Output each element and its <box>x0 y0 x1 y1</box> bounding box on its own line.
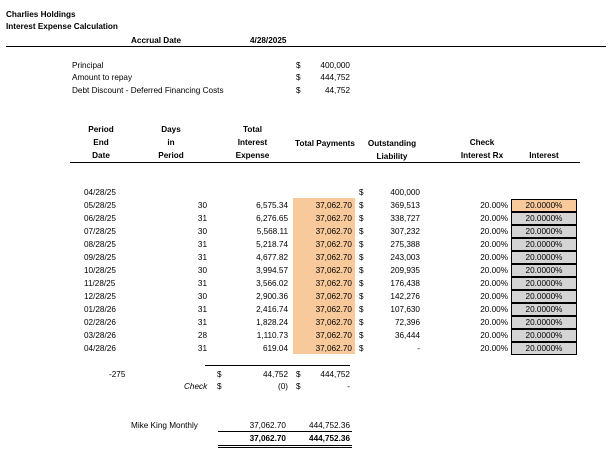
row-check[interactable]: 20.00% <box>480 214 508 223</box>
row-check[interactable]: 20.00% <box>480 201 508 210</box>
row-check[interactable]: 20.00% <box>480 292 508 301</box>
row-currency: $ <box>359 201 364 210</box>
row-days[interactable]: 31 <box>197 318 207 327</box>
row-currency: $ <box>359 266 364 275</box>
row-currency: $ <box>359 279 364 288</box>
header-expense[interactable]: Expense <box>235 151 270 160</box>
payment-total-currency: $ <box>296 370 301 379</box>
row-date[interactable]: 03/28/26 <box>84 331 116 340</box>
opening-liability[interactable]: 400,000 <box>390 188 420 197</box>
row-interest-rate[interactable]: 20.0000% <box>511 303 577 316</box>
row-currency: $ <box>359 292 364 301</box>
check-currency-2: $ <box>296 382 301 391</box>
monthly-rule-top <box>218 431 352 432</box>
accrual-date-label[interactable]: Accrual Date <box>131 36 182 45</box>
row-check[interactable]: 20.00% <box>480 318 508 327</box>
row-liability[interactable]: 209,935 <box>390 266 420 275</box>
accrual-date-value[interactable]: 4/28/2025 <box>250 36 287 45</box>
monthly-value-2[interactable]: 444,752.36 <box>309 421 350 430</box>
row-liability[interactable]: 338,727 <box>390 214 420 223</box>
row-days[interactable]: 31 <box>197 253 207 262</box>
row-check[interactable]: 20.00% <box>480 279 508 288</box>
row-date[interactable]: 11/28/25 <box>84 279 116 288</box>
row-days[interactable]: 31 <box>197 240 207 249</box>
header-end[interactable]: End <box>93 138 109 147</box>
row-liability[interactable]: 275,388 <box>390 240 420 249</box>
row-interest-rate[interactable]: 20.0000% <box>511 316 577 329</box>
row-currency: $ <box>359 305 364 314</box>
monthly-rule-bottom-1 <box>218 445 352 446</box>
principal-currency: $ <box>296 61 301 70</box>
row-payment[interactable]: 37,062.70 <box>315 344 352 353</box>
row-check[interactable]: 20.00% <box>480 331 508 340</box>
row-check[interactable]: 20.00% <box>480 253 508 262</box>
row-payment[interactable]: 37,062.70 <box>315 201 352 210</box>
header-in[interactable]: in <box>167 138 175 147</box>
row-currency: $ <box>359 214 364 223</box>
row-interest-rate[interactable]: 20.0000% <box>511 251 577 264</box>
row-days[interactable]: 30 <box>197 266 207 275</box>
row-interest-rate[interactable]: 20.0000% <box>511 225 577 238</box>
header-days[interactable]: Days <box>161 125 181 134</box>
row-date[interactable]: 12/28/25 <box>84 292 116 301</box>
row-days[interactable]: 31 <box>197 305 207 314</box>
row-liability[interactable]: 142,276 <box>390 292 420 301</box>
header-interest[interactable]: Interest <box>237 138 268 147</box>
days-total[interactable]: -275 <box>109 370 126 379</box>
interest-total[interactable]: 44,752 <box>262 370 288 379</box>
row-date[interactable]: 09/28/25 <box>84 253 116 262</box>
header-divider <box>6 46 606 47</box>
header-interest-rate[interactable]: Interest <box>529 151 559 160</box>
row-check[interactable]: 20.00% <box>480 227 508 236</box>
row-date[interactable]: 08/28/25 <box>84 240 116 249</box>
row-interest[interactable]: 6,575.34 <box>256 201 288 210</box>
row-interest-rate[interactable]: 20.0000% <box>511 199 577 212</box>
row-currency: $ <box>359 344 364 353</box>
row-payment[interactable]: 37,062.70 <box>315 331 352 340</box>
row-days[interactable]: 28 <box>197 331 207 340</box>
row-check[interactable]: 20.00% <box>480 305 508 314</box>
row-liability[interactable]: 107,630 <box>390 305 420 314</box>
totals-rule <box>205 365 350 366</box>
row-payment[interactable]: 37,062.70 <box>315 253 352 262</box>
row-liability[interactable]: 72,396 <box>394 318 420 327</box>
row-days[interactable]: 30 <box>197 201 207 210</box>
row-interest[interactable]: 4,677.82 <box>256 253 288 262</box>
row-interest[interactable]: 5,568.11 <box>256 227 288 236</box>
row-date[interactable]: 10/28/25 <box>84 266 116 275</box>
opening-currency: $ <box>359 188 364 197</box>
row-payment[interactable]: 37,062.70 <box>315 305 352 314</box>
row-liability[interactable]: 307,232 <box>390 227 420 236</box>
row-currency: $ <box>359 240 364 249</box>
row-liability[interactable]: 369,513 <box>390 201 420 210</box>
row-check[interactable]: 20.00% <box>480 240 508 249</box>
row-interest-rate[interactable]: 20.0000% <box>511 290 577 303</box>
row-date[interactable]: 07/28/25 <box>84 227 116 236</box>
row-currency: $ <box>359 253 364 262</box>
row-interest[interactable]: 6,276.65 <box>256 214 288 223</box>
row-days[interactable]: 31 <box>197 279 207 288</box>
debt-discount-label[interactable]: Debt Discount - Deferred Financing Costs <box>72 86 224 95</box>
row-liability[interactable]: 243,003 <box>390 253 420 262</box>
header-date[interactable]: Date <box>92 151 110 160</box>
row-interest-rate[interactable]: 20.0000% <box>511 342 577 355</box>
row-currency: $ <box>359 318 364 327</box>
row-liability[interactable]: - <box>417 344 420 353</box>
monthly-label[interactable]: Mike King Monthly <box>131 421 198 430</box>
header-total[interactable]: Total <box>243 125 262 134</box>
row-interest[interactable]: 3,566.02 <box>256 279 288 288</box>
row-interest[interactable]: 2,416.74 <box>256 305 288 314</box>
row-currency: $ <box>359 227 364 236</box>
principal-value[interactable]: 400,000 <box>320 61 350 70</box>
check-label[interactable]: Check <box>184 382 208 391</box>
header-outstanding-liability[interactable]: Outstanding Liability <box>367 139 417 161</box>
row-interest[interactable]: 1,110.73 <box>256 331 288 340</box>
principal-label[interactable]: Principal <box>72 61 104 70</box>
opening-date[interactable]: 04/28/25 <box>84 188 116 197</box>
payment-total[interactable]: 444,752 <box>320 370 350 379</box>
amount-to-repay-currency: $ <box>296 73 301 82</box>
row-interest[interactable]: 2,900.36 <box>256 292 288 301</box>
row-days[interactable]: 31 <box>197 344 207 353</box>
row-interest-rate[interactable]: 20.0000% <box>511 212 577 225</box>
header-period-days[interactable]: Period <box>158 151 184 160</box>
row-currency: $ <box>359 331 364 340</box>
amount-to-repay-value[interactable]: 444,752 <box>320 73 350 82</box>
monthly-rule-bottom-2 <box>218 447 352 448</box>
row-liability[interactable]: 36,444 <box>394 331 420 340</box>
row-days[interactable]: 31 <box>197 214 207 223</box>
row-payment[interactable]: 37,062.70 <box>315 227 352 236</box>
header-underline <box>70 162 580 163</box>
row-payment[interactable]: 37,062.70 <box>315 266 352 275</box>
interest-total-currency: $ <box>217 370 222 379</box>
row-payment[interactable]: 37,062.70 <box>315 214 352 223</box>
header-total-payments[interactable]: Total Payments <box>295 139 355 148</box>
header-period[interactable]: Period <box>88 125 114 134</box>
row-payment[interactable]: 37,062.70 <box>315 318 352 327</box>
row-check[interactable]: 20.00% <box>480 344 508 353</box>
company-title[interactable]: Charlies Holdings <box>6 10 76 19</box>
row-date[interactable]: 02/28/26 <box>84 318 116 327</box>
row-payment[interactable]: 37,062.70 <box>315 240 352 249</box>
sheet-title[interactable]: Interest Expense Calculation <box>6 22 118 31</box>
row-interest-rate[interactable]: 20.0000% <box>511 238 577 251</box>
row-date[interactable]: 01/28/26 <box>84 305 116 314</box>
check-value-1[interactable]: (0) <box>277 382 288 391</box>
monthly-total-1[interactable]: 37,062.70 <box>249 434 286 443</box>
debt-discount-currency: $ <box>296 86 301 95</box>
row-interest[interactable]: 5,218.74 <box>256 240 288 249</box>
row-interest[interactable]: 619.04 <box>262 344 288 353</box>
row-interest-rate[interactable]: 20.0000% <box>511 329 577 342</box>
monthly-value-1[interactable]: 37,062.70 <box>249 421 286 430</box>
header-check[interactable]: Check <box>469 138 495 147</box>
debt-discount-value[interactable]: 44,752 <box>324 86 350 95</box>
row-interest-rate[interactable]: 20.0000% <box>511 264 577 277</box>
amount-to-repay-label[interactable]: Amount to repay <box>72 73 133 82</box>
row-days[interactable]: 30 <box>197 292 207 301</box>
header-interest-rx[interactable]: Interest Rx <box>460 151 504 160</box>
check-currency-1: $ <box>217 382 222 391</box>
row-payment[interactable]: 37,062.70 <box>315 292 352 301</box>
row-date[interactable]: 04/28/26 <box>84 344 116 353</box>
row-days[interactable]: 30 <box>197 227 207 236</box>
row-interest[interactable]: 1,828.24 <box>256 318 288 327</box>
row-check[interactable]: 20.00% <box>480 266 508 275</box>
row-interest[interactable]: 3,994.57 <box>256 266 288 275</box>
row-liability[interactable]: 176,438 <box>390 279 420 288</box>
row-date[interactable]: 05/28/25 <box>84 201 116 210</box>
row-date[interactable]: 06/28/25 <box>84 214 116 223</box>
row-payment[interactable]: 37,062.70 <box>315 279 352 288</box>
check-value-2[interactable]: - <box>347 382 350 391</box>
row-interest-rate[interactable]: 20.0000% <box>511 277 577 290</box>
monthly-total-2[interactable]: 444,752.36 <box>309 434 350 443</box>
